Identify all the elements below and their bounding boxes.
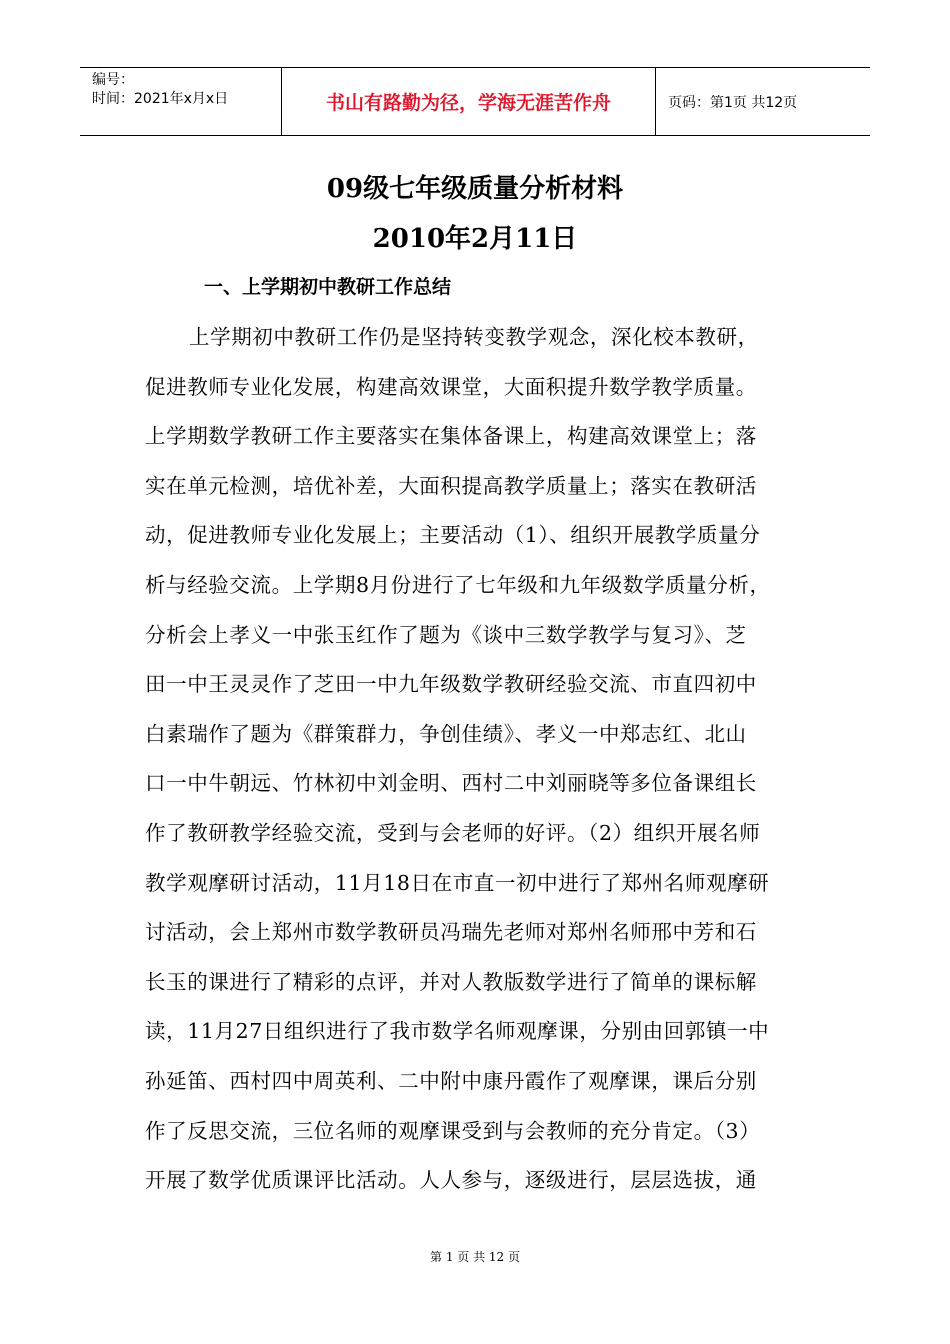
paragraph-line: 长玉的课进行了精彩的点评，并对人教版数学进行了简单的课标解 bbox=[145, 969, 757, 994]
paragraph-line: 动，促进教师专业化发展上；主要活动（1）、组织开展教学质量分 bbox=[145, 523, 761, 548]
paragraph-line: 讨活动，会上郑州市数学教研员冯瑞先老师对郑州名师邢中芳和石 bbox=[145, 920, 757, 945]
paragraph-line: 促进教师专业化发展，构建高效课堂，大面积提升数学教学质量。 bbox=[145, 374, 757, 399]
header-motto-cell bbox=[282, 68, 656, 135]
paragraph-line: 作了教研教学经验交流，受到与会老师的好评。（2）组织开展名师 bbox=[145, 820, 761, 845]
time-label: 时间：2021年x月x日 bbox=[92, 91, 229, 107]
paragraph-line: 实在单元检测，培优补差，大面积提高教学质量上；落实在教研活 bbox=[145, 473, 757, 498]
paragraph-line: 析与经验交流。上学期8月份进行了七年级和九年级数学质量分析， bbox=[145, 572, 771, 597]
header-meta-cell bbox=[80, 68, 282, 135]
paragraph-line: 作了反思交流，三位名师的观摩课受到与会教师的充分肯定。（3） bbox=[145, 1118, 761, 1143]
paragraph-line: 口一中牛朝远、竹林初中刘金明、西村二中刘丽晓等多位备课组长 bbox=[145, 771, 757, 796]
number-label: 编号： bbox=[92, 72, 134, 88]
document-date: 2010年2月11日 bbox=[372, 224, 578, 254]
document-title: 09级七年级质量分析材料 bbox=[326, 174, 624, 204]
page-footer: 第 1 页 共 12 页 bbox=[430, 1250, 520, 1264]
paragraph-line: 上学期数学教研工作主要落实在集体备课上，构建高效课堂上；落 bbox=[145, 424, 757, 449]
motto-text: 书山有路勤为径，学海无涯苦作舟 bbox=[325, 92, 611, 114]
header-page-cell bbox=[656, 68, 870, 135]
section-heading: 一、上学期初中教研工作总结 bbox=[204, 276, 452, 298]
paragraph-line: 读，11月27日组织进行了我市数学名师观摩课，分别由回郭镇一中 bbox=[145, 1019, 770, 1044]
body-paragraph bbox=[145, 313, 810, 1206]
paragraph-line: 开展了数学优质课评比活动。人人参与，逐级进行，层层选拔，通 bbox=[145, 1168, 757, 1193]
paragraph-line: 分析会上孝义一中张玉红作了题为《谈中三数学教学与复习》、芝 bbox=[145, 622, 747, 647]
paragraph-line: 孙延笛、西村四中周英利、二中附中康丹霞作了观摩课，课后分别 bbox=[145, 1068, 757, 1093]
page-info: 页码：第1页 共12页 bbox=[668, 94, 798, 111]
header-table bbox=[80, 67, 870, 136]
paragraph-line: 上学期初中教研工作仍是坚持转变教学观念，深化校本教研， bbox=[189, 325, 759, 349]
paragraph-line: 白素瑞作了题为《群策群力，争创佳绩》、孝义一中郑志红、北山 bbox=[145, 721, 747, 746]
paragraph-line: 田一中王灵灵作了芝田一中九年级数学教研经验交流、市直四初中 bbox=[145, 672, 757, 697]
paragraph-line: 教学观摩研讨活动，11月18日在市直一初中进行了郑州名师观摩研 bbox=[145, 870, 770, 895]
